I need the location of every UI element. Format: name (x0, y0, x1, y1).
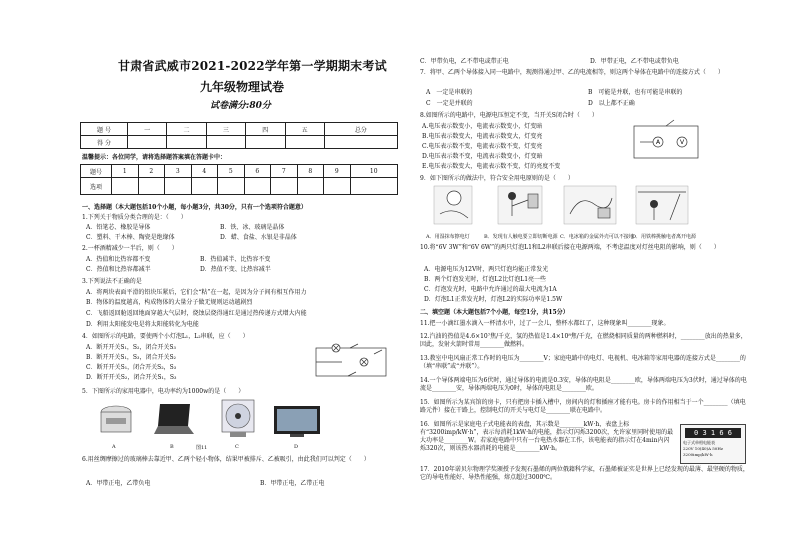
fridge-no-ground-image (560, 184, 620, 230)
answer-table-row (81, 178, 398, 195)
answer-table-cell: 7 (271, 165, 298, 178)
rice-cooker-image (96, 402, 136, 438)
answer-table-cell: 2 (138, 165, 165, 178)
answer-table-cell: 1 (112, 165, 139, 178)
electric-meter-image (680, 424, 746, 464)
question-5: 5．下图所示的家用电器中，电功率约为1000w的是（ ） (82, 388, 245, 395)
question-16: 16．如图所示是家庭电子式电能表的表盘，其示数是________kW·h，表盘上标有“3200imp/kW·h”，表示每消耗1kW·h的电能，指示灯闪烁3200次，允许家里同时使用的最大功率是________W。若家庭电路中只有一台电热水器在工作，该电能表的指示灯在4min内闪烁320次，则该热水器消耗的电能是________kW·h。 (420, 421, 674, 452)
score-table-cell: 总分 (324, 123, 397, 136)
question-8: 8.如图所示的电路中，电源电压恒定不变，当开关S闭合时（ ） (420, 112, 598, 119)
option-3c: C．飞船返回舱返回地面穿越大气层时，烧蚀层烧得通红是通过热传递方式增大内能 (86, 310, 307, 317)
meter-label: 电子式单相电能表 (683, 440, 715, 445)
option-10c: C．灯泡发光时，电路中允许通过的最大电流为1A (424, 286, 557, 293)
tip-text: 温馨提示：各位同学，请将选择题答案填在答题卡中： (82, 154, 227, 161)
option-10a: A．电源电压为12V时，两只灯泡均能正常发光 (424, 266, 549, 273)
option-6d: D．甲带正电，乙不带电或带负电 (590, 58, 679, 65)
option-8c: C.电压表示数不变，电流表示数不变，灯变亮 (422, 143, 543, 150)
meter-spec-1: 220V 10(40)A 50Hz (683, 446, 723, 451)
question-6: 6.用丝绸摩擦过的玻璃棒去靠近甲、乙两个轻小物体，结果甲被排斥、乙被吸引，由此我们可以判定（ ） (82, 456, 370, 463)
option-5-label-a: A (112, 444, 116, 450)
answer-table-cell: 8 (297, 165, 324, 178)
score-table-cell: 得 分 (81, 136, 128, 149)
option-2d: D．热值不变、比热容减半 (200, 266, 271, 273)
answer-table-cell[interactable] (297, 178, 324, 195)
image-9c-caption: C．电冰箱的金属外壳可以不接地 (560, 234, 634, 240)
exam-subtitle: 九年级物理试卷 (200, 80, 285, 94)
iron-rod-rescue-image (632, 184, 692, 230)
meter-digits: 0 3 1 6 6 (685, 428, 741, 438)
option-7c: C 一定是并联的 (426, 100, 473, 107)
option-2a: A．热值和比热容都不变 (86, 256, 151, 263)
option-2b: B．热值减半、比热容不变 (200, 256, 271, 263)
option-8a: A.电压表示数变小，电流表示数变小，灯变暗 (422, 123, 543, 130)
answer-table-cell[interactable] (218, 178, 245, 195)
answer-table-cell[interactable] (112, 178, 139, 195)
option-1a: A．铅笔芯、橡胶是导体 (86, 224, 151, 231)
answer-table-cell[interactable] (191, 178, 218, 195)
option-5-label-b: B (170, 444, 174, 450)
answer-table-cell: 选项 (81, 178, 112, 195)
section-1-heading: 一、选择题（本大题包括10个小题，每小题3分，共30分，只有一个选项符合题意） (82, 204, 307, 211)
answer-table-cell: 6 (244, 165, 271, 178)
answer-table-cell[interactable] (324, 178, 351, 195)
option-1b: B．铁、冰、玻璃是晶体 (220, 224, 285, 231)
question-15: 15．如图所示为某宾馆的房卡，只有把房卡插入槽中，房间内的灯和插座才能有电。房卡的作用相当于一个________（填电路元件）接在干路上，控制电灯的开关与电灯是________联在电路中。 (420, 399, 746, 414)
score-table-cell[interactable] (285, 136, 324, 149)
option-7d: D 以上都不正确 (588, 100, 635, 107)
option-6c: C．甲带负电，乙不带电或带正电 (420, 58, 509, 65)
score-note: 试卷满分:80分 (210, 101, 271, 111)
question-2: 2.一杯酒精减少一半后，则（ ） (82, 245, 178, 252)
svg-text:A: A (656, 139, 661, 146)
answer-table-cell[interactable] (138, 178, 165, 195)
section-2-heading: 二、填空题（本大题包括7个小题，每空1分，共15分） (420, 309, 569, 316)
question-11: 11.把一小滴红墨水滴入一杯清水中，过了一会儿，整杯水都红了，这种现象叫________现象。 (420, 320, 670, 327)
answer-table-cell[interactable] (165, 178, 192, 195)
option-6b: B．甲带正电，乙带正电 (260, 480, 325, 487)
answer-table (80, 164, 398, 195)
score-table (80, 122, 398, 149)
option-1c: C．塑料、干木棒、陶瓷是绝缘体 (86, 234, 175, 241)
score-table-cell: 五 (285, 123, 324, 136)
option-5-label-d: D (294, 444, 299, 450)
option-4a: A．断开开关S₁，S₂，闭合开关S₃ (86, 344, 176, 351)
score-table-cell[interactable] (324, 136, 397, 149)
score-table-row (81, 123, 398, 136)
wet-cloth-lamp-image (426, 184, 482, 230)
question-14: 14.一个导体两端电压为6伏时，通过导体的电流是0.3安，导体的电阻是________欧，导体两端电压为3伏时，通过导体的电流是________安，导体两端电压为0时，导体的电阻是________欧。 (420, 377, 747, 392)
laptop-image (152, 402, 196, 438)
option-4d: D．断开开关S₂，闭合开关S₁，S₃ (86, 374, 177, 381)
option-3d: D．利用太阳能发电是将太阳能转化为电能 (86, 321, 199, 328)
series-circuit-diagram (312, 342, 390, 380)
television-image (272, 404, 322, 438)
score-table-cell: 一 (128, 123, 167, 136)
score-table-cell[interactable] (206, 136, 245, 149)
option-10b: B．两个灯泡发光时，灯泡L2比灯泡L1亮一些 (424, 276, 547, 283)
question-9: 9．如下图所示的做法中，符合安全用电原则的是（ ） (420, 175, 574, 182)
option-5-label-c: C (235, 444, 239, 450)
image-9d-caption: D．用铁棒挑触电者离开电源 (632, 234, 697, 240)
option-2c: C．热值和比热容都减半 (86, 266, 151, 273)
option-8d: D.电压表示数不变，电流表示数变小，灯变暗 (422, 153, 543, 160)
answer-table-cell[interactable] (244, 178, 271, 195)
question-7: 7．将甲、乙两个导体接入同一电路中，现测得通过甲、乙的电流相等，则这两个导体在电路中的连接方式（ ） (420, 69, 724, 76)
option-3a: A．将两块表面平滑的铅块压紧后，它们会“粘”在一起，是因为分子间有相互作用力 (86, 289, 307, 296)
image-9b-caption: B．发现有人触电要立即切断电源 (484, 234, 558, 240)
voltmeter-circuit-diagram (628, 118, 706, 164)
answer-table-cell: 5 (218, 165, 245, 178)
answer-table-cell: 题号 (81, 165, 112, 178)
score-table-cell: 题 号 (81, 123, 128, 136)
image-9a-caption: A．用湿抹布擦电灯 (426, 234, 470, 240)
score-table-cell[interactable] (128, 136, 167, 149)
answer-table-cell[interactable] (271, 178, 298, 195)
score-table-cell[interactable] (167, 136, 206, 149)
option-10d: D．灯泡L1正常发光时，灯泡L2的实际功率是1.5W (424, 296, 563, 303)
question-1: 1.下列关于物质分类合理的是：（ ） (82, 214, 187, 221)
score-table-row (81, 136, 398, 149)
question-10: 10.将“6V 3W”和“6V 6W”的两只灯泡L1和L2串联后接在电源两端，不考虑温度对灯丝电阻的影响，则（ ） (420, 244, 720, 251)
option-1d: D．蜡、食盐、水银是非晶体 (220, 234, 297, 241)
question-4: 4．如图所示的电路，要使两个小灯泡L₁，L₂串联，应（ ） (82, 333, 249, 340)
score-table-cell: 二 (167, 123, 206, 136)
answer-table-cell[interactable] (350, 178, 398, 195)
score-table-cell: 三 (206, 123, 245, 136)
question-12: 12.汽油的热值是4.6×10⁷焦/千克，氢的热值是1.4×10⁸焦/千克，在燃烧相同质量的两种燃料时，________放出的热量多，因此，发射火箭时常用________做燃料。 (420, 333, 747, 348)
question-3: 3.下列说法不正确的是 (82, 278, 142, 285)
cut-power-rescue-image (492, 184, 548, 230)
answer-table-cell: 4 (191, 165, 218, 178)
svg-text:V: V (680, 139, 685, 146)
option-8e: E.电压表示数变大，电流表示数不变，灯的亮度不变 (422, 163, 561, 170)
option-7b: B 可能是并联，也有可能是串联的 (588, 89, 683, 96)
answer-table-cell: 3 (165, 165, 192, 178)
meter-spec-2: 3200imp/kW·h (683, 452, 713, 457)
score-table-cell: 四 (246, 123, 285, 136)
option-4b: B．断开开关S₁，S₃，闭合开关S₂ (86, 354, 176, 361)
answer-table-cell: 9 (324, 165, 351, 178)
answer-table-row (81, 165, 398, 178)
option-8b: B.电压表示数变大，电流表示数变大，灯变亮 (422, 133, 543, 140)
electric-fan-image (218, 398, 258, 440)
option-4c: C．断开开关S₁，闭合开关S₂，S₃ (86, 364, 177, 371)
score-table-cell[interactable] (246, 136, 285, 149)
option-3b: B．物体的温度越高，构成物体的大量分子做无规则运动越剧烈 (86, 299, 253, 306)
question-17: 17．2010年诺贝尔物理学奖颁授予发现石墨烯的两位俄籍科学家，石墨烯被证实是世界上已经发现的最薄、最坚硬的物质，它的导电性能好、导热性能强，熔点超过3000℃。 (420, 466, 749, 481)
figure-label: 图11 (196, 445, 208, 451)
option-6a: A．甲带正电，乙带负电 (86, 480, 151, 487)
question-13: 13.教室中电风扇正常工作时的电压为________V；家庭电路中的电灯、电视机、电冰箱等家用电器的连接方式是________的（填“串联”或“并联”）。 (420, 355, 746, 370)
option-7a: A 一定是串联的 (426, 89, 473, 96)
answer-table-cell: 10 (350, 165, 398, 178)
exam-title: 甘肃省武威市2021-2022学年第一学期期末考试 (118, 59, 387, 73)
